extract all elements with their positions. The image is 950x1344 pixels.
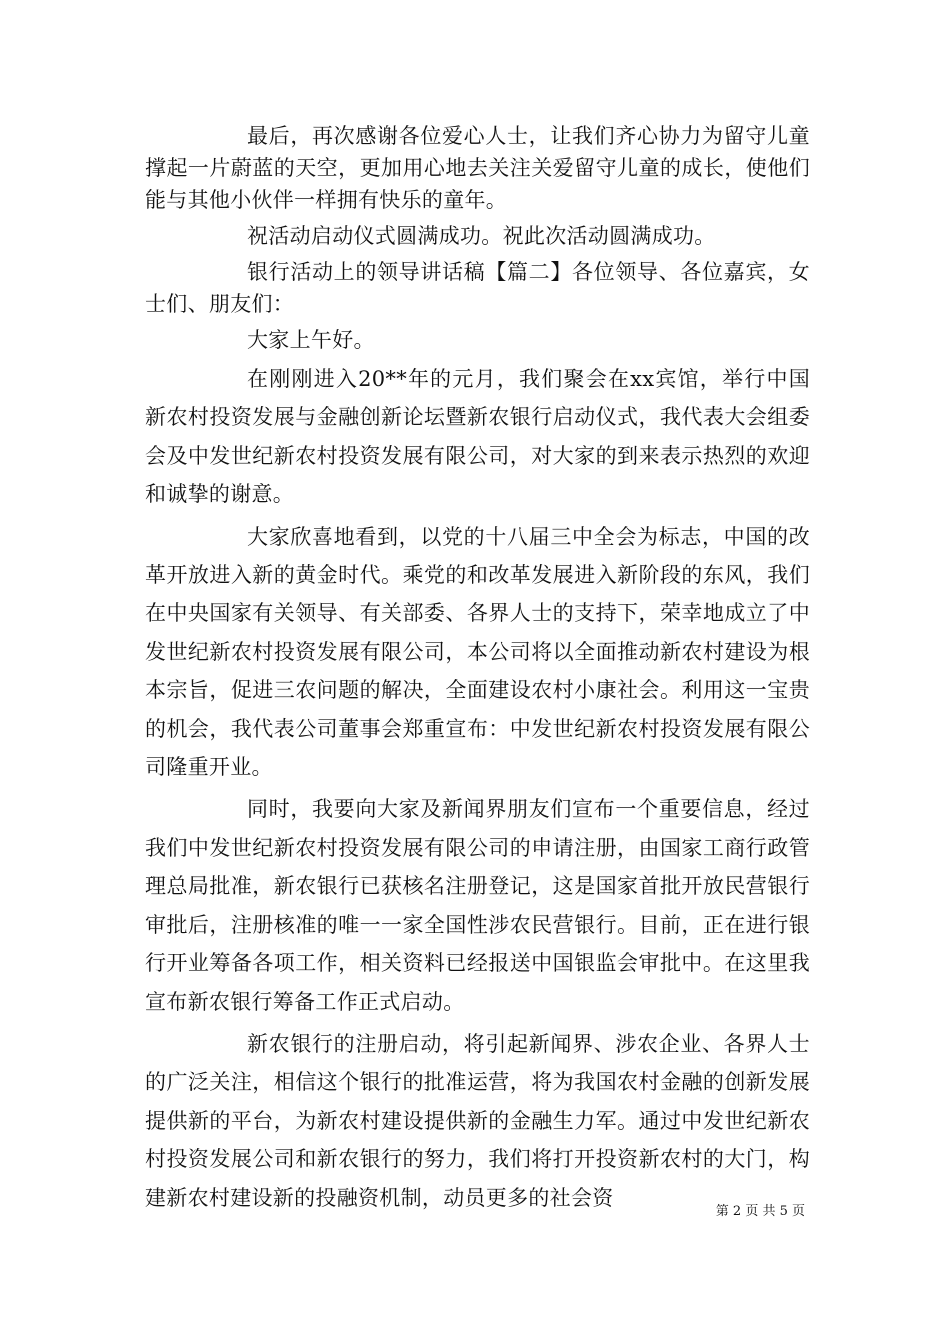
paragraph-wishes: 祝活动启动仪式圆满成功。祝此次活动圆满成功。: [247, 224, 716, 248]
paragraph-bank-registration: 同时，我要向大家及新闻界朋友们宣布一个重要信息，经过我们中发世纪新农村投资发展有限公司的申请注册，由国家工商行政管理总局批准，新农银行已获核名注册登记，这是国家首批开放民营银行审批后，注册核准的唯一一家全国性涉农民营银行。目前，正在进行银行开业筹备各项工作，相关资料已经报送中国银监会审批中。在这里我宣布新农银行筹备工作正式启动。: [145, 797, 810, 1014]
paragraph-greeting: 大家上午好。: [247, 328, 375, 352]
paragraph-bank-launch: 新农银行的注册启动，将引起新闻界、涉农企业、各界人士的广泛关注，相信这个银行的批准运营，将为我国农村金融的创新发展提供新的平台，为新农村建设提供新的金融生力军。通过中发世纪新农村投资发展公司和新农银行的努力，我们将打开投资新农村的大门，构建新农村建设新的投融资机制，动员更多的社会资: [145, 1031, 810, 1210]
paragraph-closing-thanks: 最后，再次感谢各位爱心人士，让我们齐心协力为留守儿童撑起一片蔚蓝的天空，更加用心地去关注关爱留守儿童的成长，使他们能与其他小伙伴一样拥有快乐的童年。: [145, 124, 810, 212]
paragraph-opening: 在刚刚进入20**年的元月，我们聚会在xx宾馆，举行中国新农村投资发展与金融创新论坛暨新农银行启动仪式，我代表大会组委会及中发世纪新农村投资发展有限公司，对大家的到来表示热烈的欢迎和诚挚的谢意。: [145, 367, 810, 507]
document-body: [145, 120, 810, 1217]
paragraph-company-founding: 大家欣喜地看到，以党的十八届三中全会为标志，中国的改革开放进入新的黄金时代。乘党的和改革发展进入新阶段的东风，我们在中央国家有关领导、有关部委、各界人士的支持下，荣幸地成立了中发世纪新农村投资发展有限公司，本公司将以全面推动新农村建设为根本宗旨，促进三农问题的解决，全面建设农村小康社会。利用这一宝贵的机会，我代表公司董事会郑重宣布：中发世纪新农村投资发展有限公司隆重开业。: [145, 524, 810, 780]
page-number-footer: 第 2 页 共 5 页: [715, 1204, 805, 1219]
paragraph-speech-title: 银行活动上的领导讲话稿【篇二】各位领导、各位嘉宾，女士们、朋友们：: [145, 260, 810, 316]
